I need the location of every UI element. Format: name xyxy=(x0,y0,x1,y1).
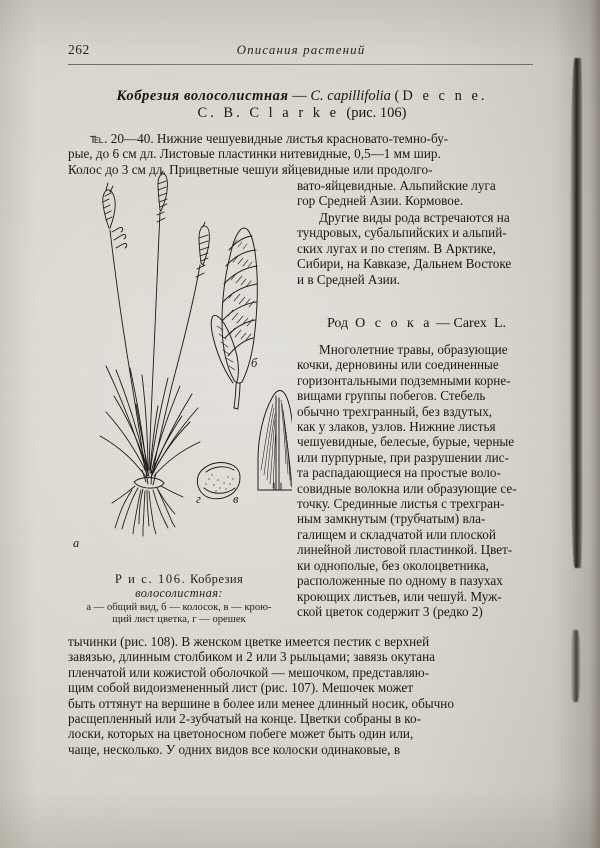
figure-caption-name-line-1: Кобрезия xyxy=(189,572,244,586)
species-author-part-1: (D e c n e. xyxy=(394,88,488,104)
species-russian-name: Кобрезия волосолистная xyxy=(116,88,289,104)
species-author-part-2: C. B. C l a r k e xyxy=(197,105,340,121)
spike-center xyxy=(157,171,167,222)
text-line: лоски, которых на цветоносном побеге может быть один или, xyxy=(68,726,414,742)
species-figure-reference: (рис. 106) xyxy=(346,105,407,121)
legend-line: а — общий вид, б — колосок, в — крою- xyxy=(86,602,272,613)
text-line: кочки, дерновины или соединенные xyxy=(297,357,499,373)
species-heading-dash: — xyxy=(288,88,311,104)
text-line: чаще, несколько. У одних видов все колоски одинаковые, в xyxy=(68,741,401,757)
right-column-paragraph-1 xyxy=(297,178,536,209)
right-column-paragraph-3 xyxy=(297,342,536,619)
figure-caption-legend xyxy=(66,602,292,626)
text-line: точку. Срединные листья с трехгран- xyxy=(297,496,505,512)
figure-label-v: в xyxy=(233,492,239,506)
genus-latin-name: Carex xyxy=(453,316,487,331)
figure-caption-name-line-2: волосолистная: xyxy=(135,586,223,600)
spike-right xyxy=(196,222,209,277)
text-line: линейной листовой пластинкой. Цвет- xyxy=(297,542,513,558)
text-line: расщепленный или 2-зубчатый на конце. Цветки собраны в ко- xyxy=(68,711,422,727)
text-line: ℡. 20—40. Нижние чешуевидные листья красновато-темно-бу- xyxy=(90,131,449,146)
species-latin-name: C. capillifolia xyxy=(310,88,391,104)
text-line: гор Средней Азии. Кормовое. xyxy=(297,193,464,209)
text-line: ских лугах и по степям. В Арктике, xyxy=(297,240,496,256)
figure-caption xyxy=(66,572,292,626)
running-head-title: Описания растений xyxy=(236,42,366,57)
text-line: галищем и складчатой или плоской xyxy=(297,526,496,542)
text-line: тычинки (рис. 108). В женском цветке имеется пестик с верхней xyxy=(68,634,430,649)
text-line: вато-яйцевидные. Альпийские луга xyxy=(297,178,496,193)
genus-dash: — xyxy=(436,316,450,331)
text-line: ской цветок содержит 3 (редко 2) xyxy=(297,603,483,619)
plant-habit-group xyxy=(100,171,209,536)
text-line: щим собой видоизмененный лист (рис. 107). Мешочек может xyxy=(68,680,414,696)
text-line: или пурпурные, при разрушении лис- xyxy=(297,449,509,465)
book-spine-shadow xyxy=(570,58,582,568)
text-line: и в Средней Азии. xyxy=(297,271,401,287)
figure-caption-main xyxy=(66,572,292,586)
plant-drawing-svg xyxy=(62,170,292,560)
text-line: Другие виды рода встречаются на xyxy=(319,210,510,225)
figure-label-b: б xyxy=(251,356,258,370)
text-line: Многолетние травы, образующие xyxy=(319,342,508,357)
text-line: быть оттянут на вершине в более или менее длинный носик, обычно xyxy=(68,695,454,711)
text-line: рые, до 6 см дл. Листовые пластинки нитевидные, 0,5—1 мм шир. xyxy=(68,146,441,162)
text-line: тундровых, субальпийских и альпий- xyxy=(297,225,507,241)
header-rule xyxy=(68,64,533,65)
text-line: горизонтальными подземными корне- xyxy=(297,372,511,388)
text-line: обычно трехгранный, без вздутых, xyxy=(297,403,493,419)
page-edge-darkening xyxy=(590,0,600,848)
text-line: завязью, длинным столбиком и 2 или 3 рыльцами; завязь окутана xyxy=(68,649,435,665)
text-line: чешуевидные, белесые, бурые, черные xyxy=(297,434,515,450)
bottom-paragraph xyxy=(68,634,536,757)
running-head xyxy=(68,42,534,58)
text-line: ным замкнутым (трубчатым) вла- xyxy=(297,511,486,527)
figure-label-g: г xyxy=(196,492,201,506)
text-line: Сибири, на Кавказе, Дальнем Востоке xyxy=(297,256,512,272)
text-line: Колос до 3 см дл. Прицветные чешуи яйцевидные или продолго- xyxy=(68,161,433,177)
right-column-paragraph-2 xyxy=(297,210,536,287)
roots-group xyxy=(112,486,183,536)
genus-heading xyxy=(297,316,536,332)
species-heading-line-1 xyxy=(68,88,536,105)
spike-left xyxy=(103,183,127,248)
text-line: ки однополые, без околоцветника, xyxy=(297,557,489,573)
text-line: кроющих листьев, или чешуй. Муж- xyxy=(297,588,502,604)
figure-label-a: а xyxy=(73,536,80,550)
text-line: та распадающиеся на простые воло- xyxy=(297,465,501,481)
botanical-illustration xyxy=(62,170,292,560)
genus-author: L. xyxy=(493,316,506,331)
genus-prefix: Род xyxy=(326,316,349,331)
book-spine-shadow-lower xyxy=(571,630,580,702)
legend-line: щий лист цветка, г — орешек xyxy=(112,614,246,625)
text-line: совидные волокна или образующие се- xyxy=(297,480,517,496)
spikelet-detail xyxy=(211,228,257,409)
species-heading xyxy=(68,88,536,122)
species-heading-line-2 xyxy=(68,105,536,122)
text-line: как у злаков, узлов. Нижние листья xyxy=(297,419,496,435)
page-number: 262 xyxy=(68,42,90,57)
text-line: расположенные по одному в пазухах xyxy=(297,573,503,589)
text-line: пленчатой или кожистой оболочкой — мешочком, представляю- xyxy=(68,664,430,680)
text-line: вищами группы побегов. Стебель xyxy=(297,388,486,404)
genus-russian-name: О с о к а xyxy=(355,316,433,331)
figure-number-label: Р и с. 106. xyxy=(114,572,187,586)
bract-detail xyxy=(258,391,292,490)
